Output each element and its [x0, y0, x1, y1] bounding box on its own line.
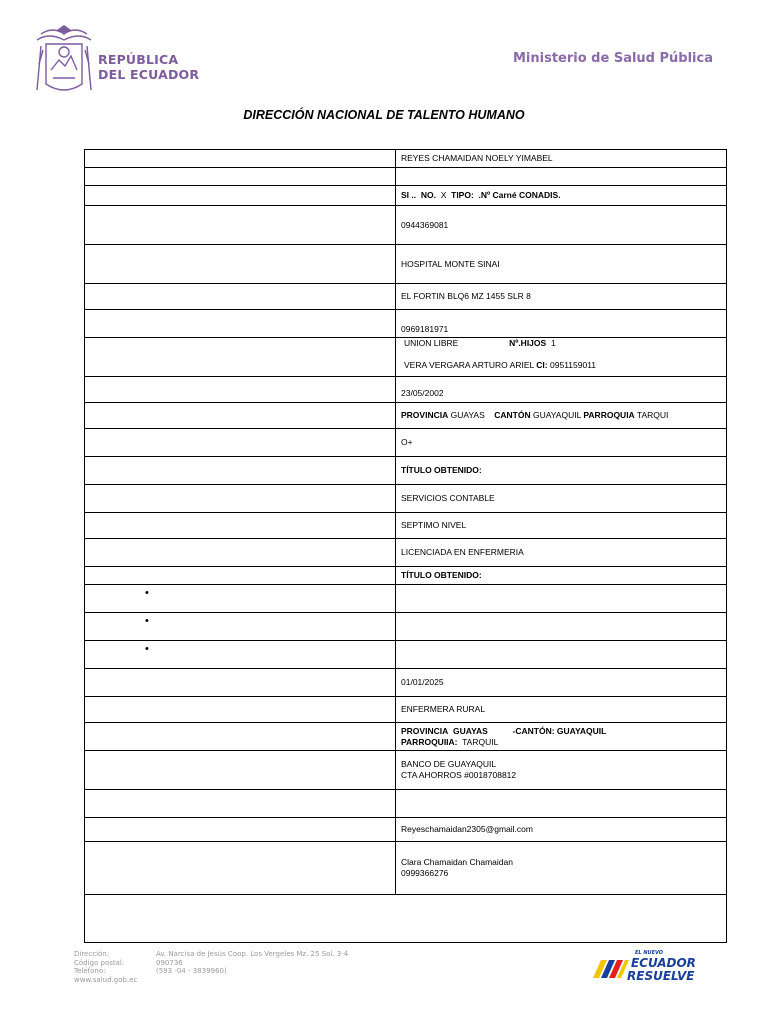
children-value: 1: [550, 338, 556, 348]
level-value: SEPTIMO NIVEL: [401, 520, 467, 530]
label-cell: [85, 245, 396, 284]
bullet-point: •: [145, 643, 149, 655]
services-value: SERVICIOS CONTABLE: [401, 493, 495, 503]
table-row: [85, 842, 727, 895]
footer-web-link[interactable]: www.salud.gob.ec: [74, 975, 138, 984]
footer-web-row: [74, 976, 348, 985]
table-row: [85, 150, 727, 168]
institution-cell: [396, 245, 727, 284]
ministerio-title: Ministerio de Salud Pública: [512, 51, 713, 66]
work-canton: -CANTÓN: GUAYAQUIL: [512, 725, 607, 736]
table-row: [85, 284, 727, 310]
logo-small-text: EL NUEVO: [635, 950, 664, 956]
label-cell: [85, 818, 396, 842]
label-cell: [85, 842, 396, 895]
address-value: EL FORTIN BLQ6 MZ 1455 SLR 8: [401, 291, 531, 301]
bank-name: BANCO DE GUAYAQUIL: [401, 759, 497, 769]
label-cell: [85, 429, 396, 457]
label-cell: [85, 790, 396, 818]
label-cell: [85, 567, 396, 585]
disability-cell: [396, 186, 727, 206]
start-date-cell: [396, 669, 727, 697]
table-row: [85, 613, 727, 641]
label-cell: [85, 403, 396, 429]
start-date-value: 01/01/2025: [401, 677, 444, 687]
logo-line-1: ECUADOR: [631, 956, 696, 970]
footer-phone-row: [74, 967, 348, 976]
footer-address-label: Dirección:: [74, 950, 110, 958]
label-cell: [85, 186, 396, 206]
address-cell: [396, 284, 727, 310]
location-cell: [396, 403, 727, 429]
label-cell: [85, 751, 396, 790]
table-row: [85, 513, 727, 539]
contact-phone: 0999366276: [401, 868, 449, 878]
table-row: [85, 403, 727, 429]
province-value: GUAYAS: [450, 410, 485, 420]
children-label: Nº.HIJOS: [509, 338, 547, 348]
bullet-point: •: [145, 615, 149, 627]
table-row: [85, 429, 727, 457]
label-cell: [85, 377, 396, 403]
table-row: [85, 723, 727, 751]
canton-label: CANTÓN: [494, 410, 531, 420]
footer-postal-row: [74, 959, 348, 968]
footer-address-row: [74, 950, 348, 959]
degree-cell: [396, 539, 727, 567]
footer-postal-label: Código postal:: [74, 958, 125, 967]
empty-wide-cell: [85, 895, 727, 943]
republica-del-ecuador-text: [98, 52, 199, 82]
contact-name: Clara Chamaidan Chamaidan: [401, 857, 513, 867]
bullet-cell: [85, 613, 396, 641]
work-province-label: PROVINCIA: [401, 725, 449, 736]
blood-type-cell: [396, 429, 727, 457]
disability-si: SI ..: [401, 190, 417, 200]
position-cell: [396, 697, 727, 723]
table-row: [85, 377, 727, 403]
table-row: [85, 310, 727, 338]
parish-value: TARQUI: [636, 410, 669, 420]
email-value: Reyeschamaidan2305@gmail.com: [401, 824, 533, 834]
republica-line-2: DEL ECUADOR: [98, 67, 200, 82]
parish-label: PARROQUIA: [583, 410, 635, 420]
footer-contact-info: [74, 950, 348, 984]
ecuador-resuelve-logo: [591, 948, 703, 986]
empty-cell: [396, 585, 727, 613]
birthdate-cell: [396, 377, 727, 403]
table-row: [85, 585, 727, 613]
empty-cell: [396, 168, 727, 186]
email-cell: [396, 818, 727, 842]
cedula-cell: [396, 206, 727, 245]
table-row: [85, 669, 727, 697]
disability-no: NO.: [420, 190, 436, 200]
document-title: DIRECCIÓN NACIONAL DE TALENTO HUMANO: [243, 108, 525, 122]
label-cell: [85, 697, 396, 723]
logo-line-2: RESUELVE: [627, 969, 695, 983]
label-cell: [85, 284, 396, 310]
birthdate-value: 23/05/2002: [401, 388, 444, 398]
ecuador-coat-of-arms-icon: [33, 24, 95, 98]
province-label: PROVINCIA: [401, 410, 449, 420]
label-cell: [85, 513, 396, 539]
emergency-contact-cell: [396, 842, 727, 895]
bullet-cell: [85, 641, 396, 669]
label-cell: [85, 168, 396, 186]
table-row: [85, 186, 727, 206]
work-location-cell: [396, 723, 727, 751]
blood-type-value: O+: [401, 437, 413, 447]
label-cell: [85, 485, 396, 513]
disability-carne: .Nº Carné CONADIS.: [478, 190, 561, 200]
table-row: [85, 641, 727, 669]
phone-cell: [396, 310, 727, 338]
bullet-cell: [85, 585, 396, 613]
title-cell: [396, 457, 727, 485]
table-row: [85, 790, 727, 818]
services-cell: [396, 485, 727, 513]
civil-status-value: UNION LIBRE: [404, 338, 459, 348]
empty-cell: [396, 641, 727, 669]
table-row: [85, 818, 727, 842]
table-row: [85, 206, 727, 245]
title-cell: [396, 567, 727, 585]
work-parish-label: PARROQUIIA:: [401, 736, 458, 747]
table-row: [85, 168, 727, 186]
republica-line-1: REPÚBLICA: [98, 52, 179, 67]
name-value: REYES CHAMAIDAN NOELY YIMABEL: [401, 153, 553, 163]
table-row: [85, 245, 727, 284]
label-cell: [85, 539, 396, 567]
level-cell: [396, 513, 727, 539]
title-obtained-label-2: TÍTULO OBTENIDO:: [401, 570, 482, 580]
table-row: [85, 539, 727, 567]
label-cell: [85, 150, 396, 168]
label-cell: [85, 310, 396, 338]
employee-data-table: [84, 149, 727, 943]
bullet-point: •: [145, 587, 149, 599]
label-cell: [85, 338, 396, 377]
empty-cell: [396, 790, 727, 818]
footer-phone-value: (593 -04 - 3839960): [156, 967, 227, 975]
label-cell: [85, 457, 396, 485]
table-row: [85, 485, 727, 513]
table-row: [85, 338, 727, 377]
spouse-name: VERA VERGARA ARTURO ARIEL: [404, 360, 534, 370]
work-parish-value: TARQUIL: [462, 736, 499, 747]
table-row: [85, 567, 727, 585]
disability-tipo: TIPO:: [451, 190, 474, 200]
phone-value: 0969181971: [401, 324, 449, 334]
work-province-value: GUAYAS: [452, 725, 488, 736]
civil-status-cell: [396, 338, 727, 377]
name-cell: [396, 150, 727, 168]
cedula-value: 0944369081: [401, 219, 449, 230]
empty-cell: [396, 613, 727, 641]
title-obtained-label: TÍTULO OBTENIDO:: [401, 465, 482, 475]
disability-x: X: [440, 190, 447, 200]
label-cell: [85, 206, 396, 245]
degree-value: LICENCIADA EN ENFERMERIA: [401, 547, 524, 557]
label-cell: [85, 669, 396, 697]
spouse-ci: 0951159011: [550, 360, 597, 370]
position-value: ENFERMERA RURAL: [401, 704, 486, 714]
label-cell: [85, 723, 396, 751]
bank-cell: [396, 751, 727, 790]
table-row: [85, 697, 727, 723]
table-row: [85, 895, 727, 943]
table-row: [85, 457, 727, 485]
spouse-ci-label: CI:: [536, 360, 548, 370]
page-header: [0, 0, 768, 100]
footer-postal-value: 090736: [156, 958, 183, 967]
footer-address-value: Av. Narcisa de Jesús Coop. Los Vergeles Mz. 25 Sol. 3-4: [156, 950, 349, 958]
footer-phone-label: Teléfono:: [74, 967, 106, 975]
bank-account: CTA AHORROS #0018708812: [401, 770, 517, 780]
institution-value: HOSPITAL MONTE SINAI: [401, 258, 500, 269]
canton-value: GUAYAQUIL: [532, 410, 581, 420]
table-row: [85, 751, 727, 790]
